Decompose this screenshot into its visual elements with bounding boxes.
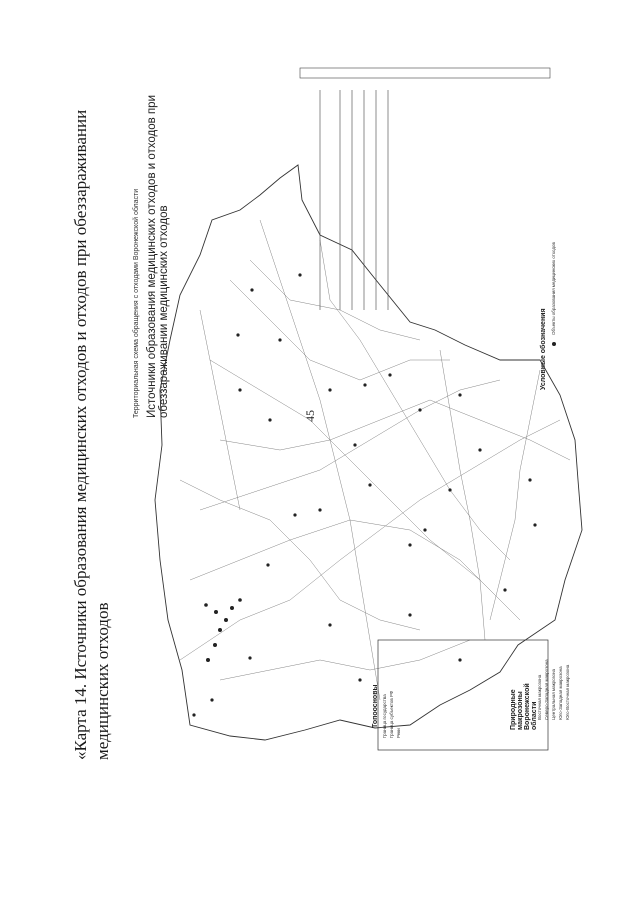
legend-region-item: Юго-Западная макрозона (558, 666, 563, 720)
legend-topography-heading: Топоосновы (372, 684, 379, 728)
legend-region-item: Центральная макрозона (551, 668, 556, 720)
map-subtitle: Территориальная схема обращения с отходами Воронежской области (133, 188, 140, 418)
page-number: 45 (303, 410, 317, 422)
legend-region-item: Северо-Западная макрозона (544, 659, 549, 720)
legend-regions-heading: Природные макрозоны Воронежской области (510, 683, 538, 730)
legend-region-item: Восточная макрозона (537, 674, 542, 720)
inset-list (300, 68, 550, 310)
legend-region-item: Юго-Восточная макрозона (565, 664, 570, 720)
legend-topography-item: Граница государства (382, 694, 387, 738)
map-title: Источники образования медицинских отходов и отходов при обеззараживании медицинских отходов (146, 95, 170, 418)
legend-source-marker (552, 342, 556, 346)
legend-topography-item: Граница субъектов РФ (389, 690, 394, 738)
road-network (180, 220, 570, 700)
legend-conventional-heading: Условные обозначения (540, 308, 547, 390)
map-caption: «Карта 14. Источники образования медицинских отходов и отходов при обеззараживании медицинских отходов (71, 109, 112, 760)
region-border (155, 165, 582, 740)
legend-conventional-item: Объекты образования медицинских отходов (551, 242, 556, 335)
medical-waste-sources (192, 273, 536, 716)
legend-topography-item: Реки (396, 728, 401, 738)
